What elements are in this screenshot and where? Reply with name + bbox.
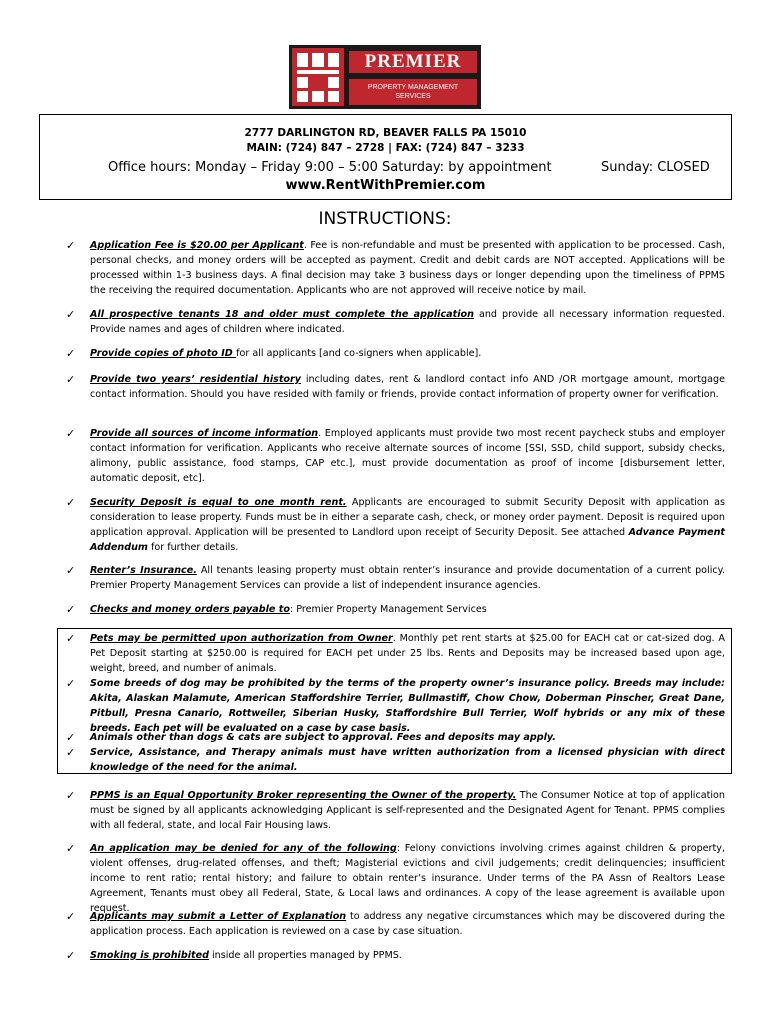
instruction-dog-breeds: Some breeds of dog may be prohibited by the terms of the property owner’s insurance policy. Breeds may include: Akita, Alaskan Malamute, American Staffordshire Terrier, Bullmastiff, Chow Chow, Doberman Pinscher, Great Dane, Pitbull, Presna Canario, Rottweiler, Siberian Husky, Staffordshire Bull Terrier, Wolf hybrids or any mix of these breeds. Each pet will be evaluated on a case by case basis. xyxy=(90,678,725,734)
office-hours: Office hours: Monday – Friday 9:00 – 5:00 Saturday: by appointment xyxy=(108,160,552,175)
check-icon: ✓ xyxy=(66,239,76,252)
page-title: INSTRUCTIONS: xyxy=(318,209,452,229)
instruction-pets: Pets may be permitted upon authorization from Owner. Monthly pet rent starts at $25.00 for EACH cat or cat-sized dog. A Pet Deposit starting at $250.00 is required for EACH pet under 25 lbs. Rents and Deposits may be increased based upon age, weight, breed, and number of animals. xyxy=(90,633,725,674)
instruction-photo-id: Provide copies of photo ID for all applicants [and co-signers when applicable]. xyxy=(90,348,482,359)
website-link[interactable]: www.RentWithPremier.com xyxy=(285,178,486,193)
logo-subtitle xyxy=(349,79,477,105)
check-icon: ✓ xyxy=(66,308,76,321)
instruction-application-fee: Application Fee is $20.00 per Applicant. Fee is non-refundable and must be presented with application to be processed. Cash, personal checks, and money orders will be accepted as payment. Credit and debit cards are NOT accepted. Applications will be processed within 1-3 business days. A final decision may take 3 business days or longer depending upon the timeliness of PPMS the receiving the required documentation. Applicants who are not approved will receive notice by mail. xyxy=(90,240,725,296)
instruction-renters-insurance: Renter’s Insurance. All tenants leasing property must obtain renter’s insurance and provide documentation of a current policy. Premier Property Management Services can provide a list of independent insurance agencies. xyxy=(90,565,726,591)
check-icon: ✓ xyxy=(66,427,76,440)
check-icon: ✓ xyxy=(66,373,76,386)
instruction-payable-to: Checks and money orders payable to: Premier Property Management Services xyxy=(90,604,487,615)
check-icon: ✓ xyxy=(66,632,76,645)
instruction-security-deposit: Security Deposit is equal to one month rent. Applicants are encouraged to submit Security Deposit with application as consideration to lease property. Funds must be in either a separate cash, check, or money order payment. Deposit is required upon application approval. Application will be presented to Landlord upon receipt of Security Deposit. See attached Advance Payment Addendum for further details. xyxy=(90,497,726,553)
check-icon: ✓ xyxy=(66,949,76,962)
instruction-equal-opportunity: PPMS is an Equal Opportunity Broker representing the Owner of the property. The Consumer Notice at top of application must be signed by all applicants acknowledging Applicant is self-represented and the Designated Agent for Tenant. PPMS complies with all federal, state, and local Fair Housing laws. xyxy=(90,790,725,831)
logo-subtitle-line2: SERVICES xyxy=(395,93,431,100)
check-icon: ✓ xyxy=(66,731,76,744)
check-icon: ✓ xyxy=(66,842,76,855)
instruction-smoking: Smoking is prohibited inside all properties managed by PPMS. xyxy=(90,950,402,961)
logo-mark-icon xyxy=(292,48,344,106)
logo-wordmark: PREMIER xyxy=(349,51,477,73)
company-logo xyxy=(289,45,481,109)
sunday-hours: Sunday: CLOSED xyxy=(601,160,710,175)
check-icon: ✓ xyxy=(66,347,76,360)
check-icon: ✓ xyxy=(66,789,76,802)
instruction-income: Provide all sources of income information. Employed applicants must provide two most recent paycheck stubs and employer contact information for verification. Applicants who receive alternate sources of income [SSI, SSD, child support, subsidy checks, alimony, public assistance, food stamps, CAP etc.], must provide documentation as proof of income [disbursement letter, automatic deposit, etc]. xyxy=(90,428,725,484)
instruction-residential-history: Provide two years’ residential history including dates, rent & landlord contact info AND /OR mortgage amount, mortgage contact information. Should you have resided with family or friends, provide contact information of property owner for verification. xyxy=(90,374,726,400)
logo-subtitle-line1: PROPERTY MANAGEMENT xyxy=(367,84,459,91)
check-icon: ✓ xyxy=(66,746,76,759)
instruction-letter-of-explanation: Applicants may submit a Letter of Explanation to address any negative circumstances which may be discovered during the application process. Each application is reviewed on a case by case situation. xyxy=(90,911,725,937)
check-icon: ✓ xyxy=(66,496,76,509)
instruction-other-animals: Animals other than dogs & cats are subject to approval. Fees and deposits may apply. xyxy=(90,732,556,743)
instruction-service-animals: Service, Assistance, and Therapy animals must have written authorization from a licensed physician with direct knowledge of the need for the animal. xyxy=(90,747,725,773)
instruction-complete-application: All prospective tenants 18 and older must complete the application and provide all necessary information requested. Provide names and ages of children where indicated. xyxy=(90,309,725,335)
address-line: 2777 DARLINGTON RD, BEAVER FALLS PA 15010 xyxy=(244,127,527,139)
check-icon: ✓ xyxy=(66,677,76,690)
instruction-denial-reasons: An application may be denied for any of the following: Felony convictions involving crimes against children & property, violent offenses, drug-related offenses, and theft; Magisterial evictions and civil judgements; credit delinquencies; insufficient income to rent ratio; rental history; and failure to obtain renter’s insurance. Under terms of the PA Assn of Realtors Lease Agreement, Tenants must obey all Federal, State, & Local laws and ordinances. A copy of the lease agreement is available upon request. xyxy=(90,843,725,914)
phone-line: MAIN: (724) 847 – 2728 | FAX: (724) 847 – 3233 xyxy=(246,142,525,154)
check-icon: ✓ xyxy=(66,910,76,923)
check-icon: ✓ xyxy=(66,564,76,577)
check-icon: ✓ xyxy=(66,603,76,616)
contact-header-box xyxy=(39,114,732,200)
